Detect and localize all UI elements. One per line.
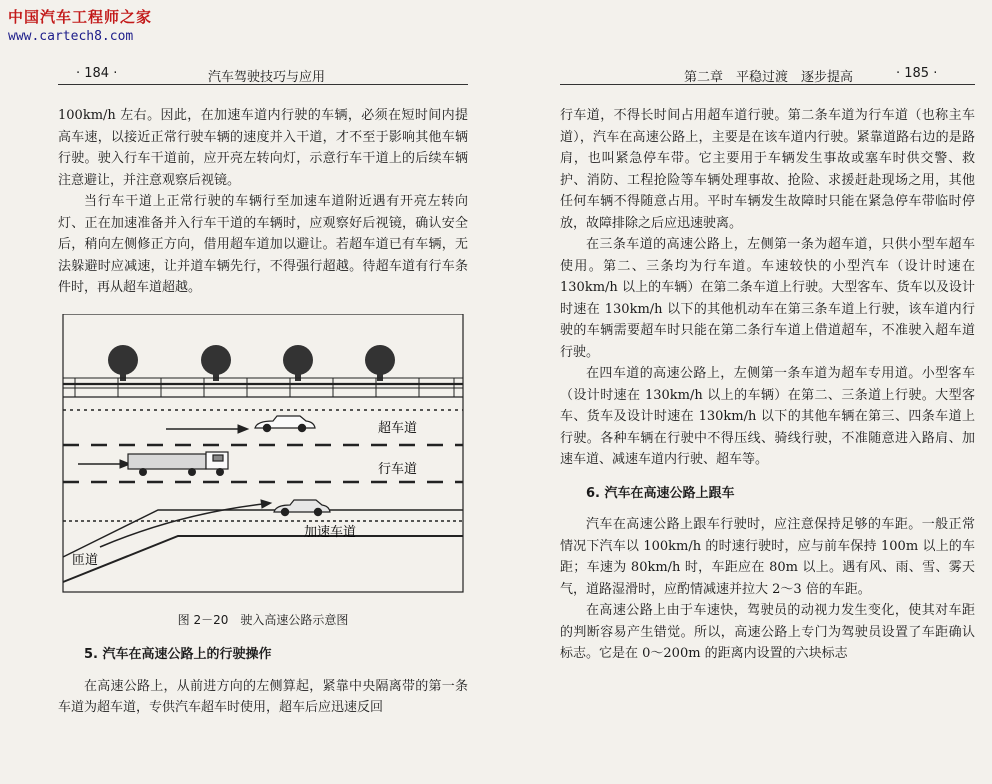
direction-arrows xyxy=(78,425,271,547)
roadside-trees xyxy=(108,345,395,381)
road-bottom-edge xyxy=(63,536,463,582)
watermark-url: www.cartech8.com xyxy=(8,29,134,44)
right-paragraph-2: 在三条车道的高速公路上，左侧第一条为超车道，只供小型车超车使用。第二、三条均为行车道。车速较快的小型汽车（设计时速在 130km/h 以上的车辆）在第二条车道上行驶。大型客车、货车以及设计时速在 130km/h 以下的其他机动车在第三条车道上行驶，该车道内行驶的车辆需要超车时只能在第二条行车道上借道超车，不准驶入超车道行驶。 xyxy=(560,237,975,360)
left-paragraph-1: 100km/h 左右。因此，在加速车道内行驶的车辆，必须在短时间内提高车速，以接近正常行驶车辆的速度并入干道，才不至于影响其他车辆行驶。驶入行车干道前，应开亮左转向灯，示意行车干道上的后续车辆注意避让，并注意观察后视镜。 xyxy=(58,108,468,188)
right-page xyxy=(560,60,975,665)
right-paragraph-5: 在高速公路上由于车速快，驾驶员的动视力发生变化，使其对车距的判断容易产生错觉。所以，高速公路上专门为驾驶员设置了车距确认标志。它是在 0～200m 的距离内设置的六块标志 xyxy=(560,603,975,661)
left-paragraph-2: 当行车干道上正常行驶的车辆行至加速车道附近遇有开亮左转向灯、正在加速准备并入行车干道的车辆时，应观察好后视镜，确认安全后，稍向左侧修正方向，借用超车道加以避让。若超车道已有车辆，无法躲避时应减速，让并道车辆先行，不得强行超越。待超车道有行车条件时，再从超车道超越。 xyxy=(58,194,468,295)
label-accel-lane: 加速车道 xyxy=(304,525,357,540)
left-page-number: · 184 · xyxy=(76,66,118,81)
right-body-text xyxy=(560,105,975,665)
section-heading-6: 6. 汽车在高速公路上跟车 xyxy=(586,485,735,501)
car-icon-merging xyxy=(274,500,330,516)
left-section-paragraph: 在高速公路上，从前进方向的左侧算起，紧靠中央隔离带的第一条车道为超车道，专供汽车超车时使用，超车后应迅速反回 xyxy=(58,678,468,715)
watermark xyxy=(8,6,152,44)
label-ramp: 匝道 xyxy=(72,553,99,568)
right-header-title: 第二章 平稳过渡 逐步提高 xyxy=(684,70,854,85)
figure-caption: 图 2－20 驶入高速公路示意图 xyxy=(177,613,349,627)
tree-icon xyxy=(365,345,395,381)
ramp-edge xyxy=(63,510,463,557)
label-overtaking-lane: 超车道 xyxy=(378,421,418,436)
tree-icon xyxy=(283,345,313,381)
label-driving-lane: 行车道 xyxy=(378,462,418,477)
truck-icon xyxy=(128,452,228,475)
left-body-text xyxy=(58,105,468,299)
watermark-logo: 中国汽车工程师之家 xyxy=(8,8,153,26)
highway-merge-diagram xyxy=(58,314,468,600)
left-section xyxy=(58,644,468,719)
left-page-header xyxy=(58,60,468,85)
car-icon-overtaking xyxy=(255,416,315,432)
right-page-header xyxy=(560,60,975,85)
section-heading-5: 5. 汽车在高速公路上的行驶操作 xyxy=(84,647,272,662)
tree-icon xyxy=(201,345,231,381)
right-paragraph-4: 汽车在高速公路上跟车行驶时，应注意保持足够的车距。一般正常情况下汽车以 100km/h 的时速行驶时，应与前车保持 100m 以上的车距；车速为 80km/h 时，车距应在 80m 以上。遇有风、雨、雪、雾天气，道路湿滑时，应酌情减速并拉大 2～3 倍的车距。 xyxy=(560,517,975,597)
left-page xyxy=(58,60,468,715)
tree-icon xyxy=(108,345,138,381)
right-page-number: · 185 · xyxy=(896,66,938,81)
right-paragraph-1: 行车道，不得长时间占用超车道行驶。第二条车道为行车道（也称主车道），汽车在高速公路上，主要是在该车道内行驶。紧靠道路右边的是路肩，也叫紧急停车带。它主要用于车辆发生事故或塞车时供交警、救护、消防、工程抢险等车辆处理事故、抢险、求援赶赴现场之用，其他任何车辆不得随意占用。平时车辆发生故障时只能在紧急停车带临时停放，故障排除之后应迅速驶离。 xyxy=(560,108,975,231)
right-paragraph-3: 在四车道的高速公路上，左侧第一条车道为超车专用道。小型客车（设计时速在 130km/h 以上的车辆）在第二、三条道上行驶。大型客车、货车及设计时速在 130km/h 以下的其他车辆在第三、四条车道上行驶。各种车辆在行驶中不得压线、骑线行驶，不准随意进入路肩、加速车道、减速车道内行驶、超车等。 xyxy=(560,366,975,467)
left-header-title: 汽车驾驶技巧与应用 xyxy=(208,70,326,85)
